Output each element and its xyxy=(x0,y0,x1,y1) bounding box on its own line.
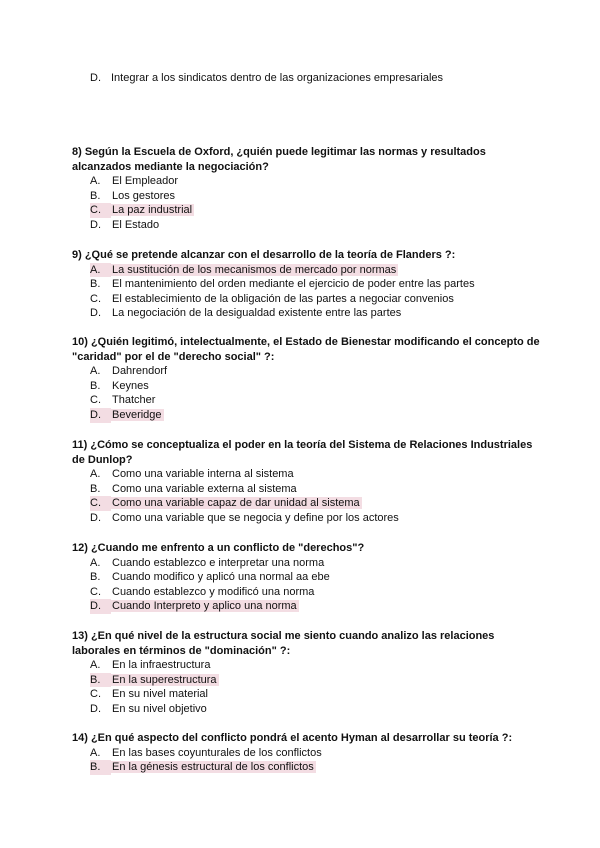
question-14 xyxy=(72,731,542,775)
option-letter: C. xyxy=(90,394,101,407)
option-a[interactable] xyxy=(72,556,542,571)
option-d[interactable] xyxy=(72,511,542,526)
option-text: Como una variable externa al sistema xyxy=(112,482,297,495)
question-10 xyxy=(72,335,542,423)
option-a[interactable] xyxy=(72,467,542,482)
option-a[interactable] xyxy=(72,658,542,673)
option-letter: C. xyxy=(90,688,101,701)
question-title: 9) ¿Qué se pretende alcanzar con el desarrollo de la teoría de Flanders ?: xyxy=(72,249,456,261)
option-letter: A. xyxy=(90,365,101,378)
option-text: El Empleador xyxy=(112,175,179,188)
option-b[interactable] xyxy=(72,277,542,292)
option-text: La negociación de la desigualdad existente entre las partes xyxy=(112,307,402,320)
option-letter: B. xyxy=(90,482,101,495)
option-text: Cuando establezco y modificó una norma xyxy=(112,585,315,598)
option-c[interactable] xyxy=(72,687,542,702)
option-letter: C. xyxy=(90,496,111,511)
question-12 xyxy=(72,541,542,614)
option-text: En la infraestructura xyxy=(112,659,211,672)
option-text: En las bases coyunturales de los conflictos xyxy=(112,746,322,759)
option-d[interactable] xyxy=(72,408,542,423)
question-title: 13) ¿En qué nivel de la estructura social me siento cuando analizo las relaciones laborales en términos de "dominación" ?: xyxy=(72,630,495,657)
option-b[interactable] xyxy=(72,673,542,688)
option-letter: A. xyxy=(90,175,101,188)
options-list xyxy=(72,364,542,422)
options-list xyxy=(72,263,542,321)
option-text: El establecimiento de la obligación de las partes a negociar convenios xyxy=(112,292,454,305)
option-text: La paz industrial xyxy=(112,204,193,217)
option-letter: B. xyxy=(90,760,111,775)
options-list xyxy=(72,746,542,775)
question-title: 8) Según la Escuela de Oxford, ¿quién puede legitimar las normas y resultados alcanzados mediante la negociación? xyxy=(72,146,486,173)
option-text: Thatcher xyxy=(112,394,156,407)
option-a[interactable] xyxy=(72,263,542,278)
option-letter: C. xyxy=(90,292,101,305)
option-letter: D. xyxy=(90,72,101,84)
option-text: El mantenimiento del orden mediante el ejercicio de poder entre las partes xyxy=(112,278,475,291)
option-text: En su nivel objetivo xyxy=(112,702,207,715)
option-text: Beveridge xyxy=(112,408,162,421)
option-letter: B. xyxy=(90,673,111,688)
option-letter: B. xyxy=(90,278,101,291)
option-text: En su nivel material xyxy=(112,688,208,701)
option-d[interactable] xyxy=(72,306,542,321)
option-text: Integrar a los sindicatos dentro de las organizaciones empresariales xyxy=(111,72,444,84)
question-title: 11) ¿Cómo se conceptualiza el poder en la teoría del Sistema de Relaciones Industriales de Dunlop? xyxy=(72,439,533,466)
option-c[interactable] xyxy=(72,393,542,408)
options-list xyxy=(72,658,542,716)
option-text: Los gestores xyxy=(112,189,175,202)
option-letter: A. xyxy=(90,468,101,481)
option-b[interactable] xyxy=(72,189,542,204)
option-letter: A. xyxy=(90,263,111,278)
question-title: 14) ¿En qué aspecto del conflicto pondrá el acento Hyman al desarrollar su teoría ?: xyxy=(72,732,513,744)
option-text: En la génesis estructural de los conflictos xyxy=(112,761,314,774)
option-text: Como una variable interna al sistema xyxy=(112,468,294,481)
option-c[interactable] xyxy=(72,496,542,511)
option-b[interactable] xyxy=(72,379,542,394)
options-list xyxy=(72,467,542,525)
option-letter: B. xyxy=(90,379,101,392)
option-d[interactable] xyxy=(72,702,542,717)
option-c[interactable] xyxy=(72,203,542,218)
option-text: El Estado xyxy=(112,218,160,231)
question-13 xyxy=(72,629,542,717)
orphan-option xyxy=(90,71,443,85)
option-letter: A. xyxy=(90,556,101,569)
option-letter: D. xyxy=(90,218,101,231)
option-text: Cuando modifico y aplicó una normal aa ebe xyxy=(112,571,330,584)
options-list xyxy=(72,556,542,614)
option-letter: D. xyxy=(90,599,111,614)
option-text: Cuando establezco e interpretar una norma xyxy=(112,556,325,569)
option-d[interactable] xyxy=(72,599,542,614)
option-letter: A. xyxy=(90,659,101,672)
option-letter: D. xyxy=(90,408,111,423)
option-a[interactable] xyxy=(72,746,542,761)
option-letter: A. xyxy=(90,746,101,759)
option-b[interactable] xyxy=(72,760,542,775)
option-letter: D. xyxy=(90,702,101,715)
option-a[interactable] xyxy=(72,174,542,189)
option-letter: C. xyxy=(90,203,111,218)
option-d[interactable] xyxy=(72,218,542,233)
option-letter: C. xyxy=(90,585,101,598)
option-b[interactable] xyxy=(72,482,542,497)
question-title: 12) ¿Cuando me enfrento a un conflicto de "derechos"? xyxy=(72,542,365,554)
option-text: La sustitución de los mecanismos de mercado por normas xyxy=(112,263,397,276)
option-letter: D. xyxy=(90,307,101,320)
question-9 xyxy=(72,248,542,321)
option-text: Dahrendorf xyxy=(112,365,168,378)
option-c[interactable] xyxy=(72,292,542,307)
option-letter: B. xyxy=(90,189,101,202)
option-text: En la superestructura xyxy=(112,673,217,686)
question-11 xyxy=(72,438,542,526)
option-text: Como una variable capaz de dar unidad al sistema xyxy=(112,497,360,510)
option-text: Keynes xyxy=(112,379,149,392)
option-b[interactable] xyxy=(72,570,542,585)
question-title: 10) ¿Quién legitimó, intelectualmente, el Estado de Bienestar modificando el concepto de "caridad" por el de "derecho social" ?: xyxy=(72,336,540,363)
option-letter: D. xyxy=(90,511,101,524)
options-list xyxy=(72,174,542,232)
option-c[interactable] xyxy=(72,585,542,600)
question-8 xyxy=(72,145,542,233)
option-text: Como una variable que se negocia y define por los actores xyxy=(112,511,399,524)
option-text: Cuando Interpreto y aplico una norma xyxy=(112,600,297,613)
option-a[interactable] xyxy=(72,364,542,379)
option-letter: B. xyxy=(90,571,101,584)
